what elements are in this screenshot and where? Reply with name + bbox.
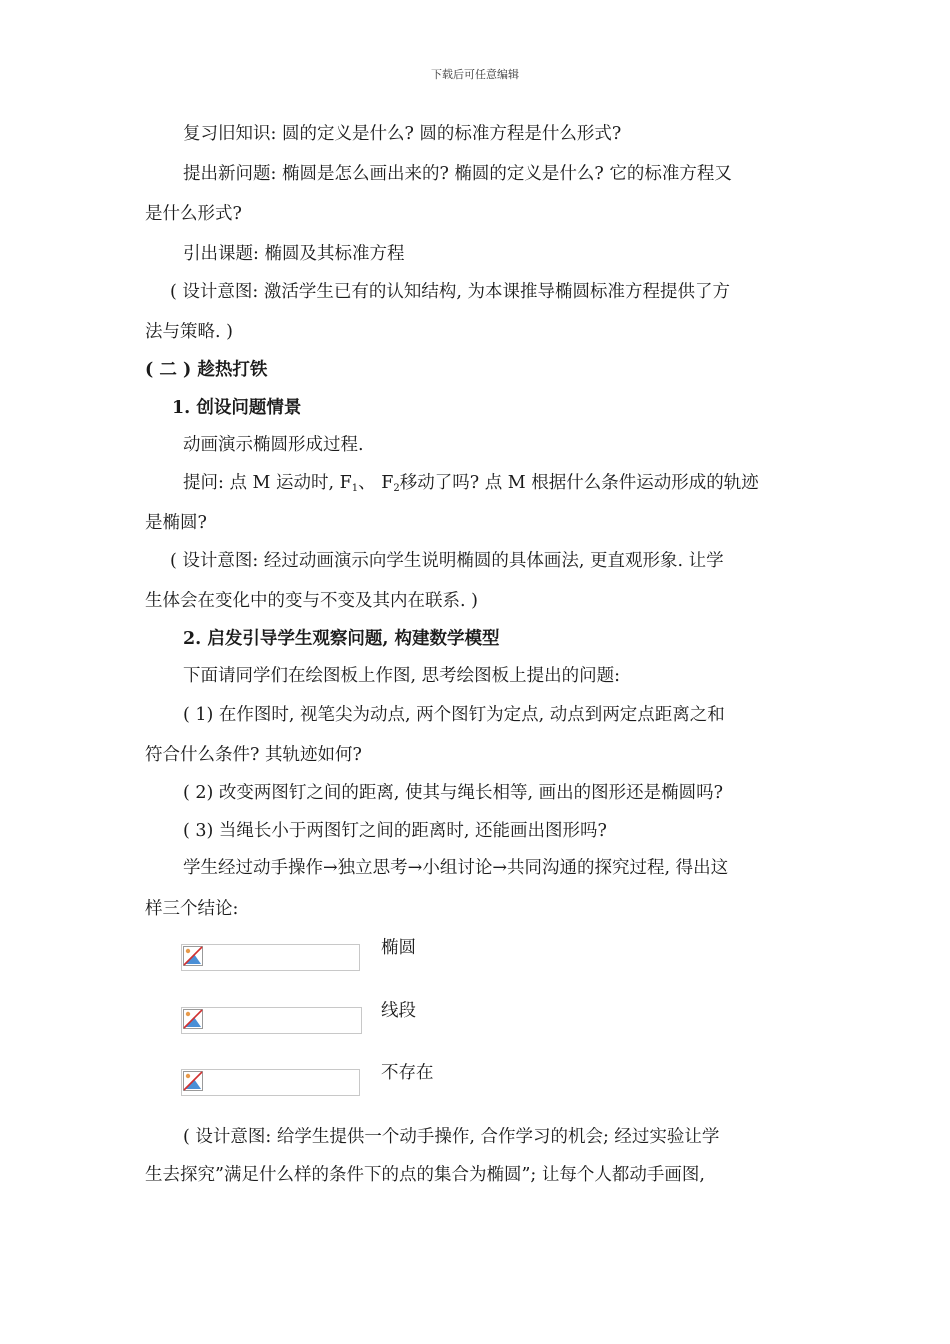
design-intent-2-line-2: 生体会在变化中的变与不变及其内在联系. ) [145,591,478,611]
design-intent-3-line-1: ( 设计意图: 给学生提供一个动手操作, 合作学习的机会; 经过实验让学 [183,1127,720,1147]
section-heading-2: ( 二 ) 趁热打铁 [145,360,268,380]
subscript-1: 1 [351,483,359,494]
conclusion-label-1: 椭圆 [381,938,416,958]
drawing-board-paragraph: 下面请同学们在绘图板上作图, 思考绘图板上提出的问题: [183,666,621,686]
new-question-line-1: 提出新问题: 椭圆是怎么画出来的? 椭圆的定义是什么? 它的标准方程又 [183,164,732,184]
review-paragraph: 复习旧知识: 圆的定义是什么? 圆的标准方程是什么形式? [183,124,622,144]
new-question-line-2: 是什么形式? [145,204,242,224]
question-3: ( 3) 当绳长小于两图钉之间的距离时, 还能画出图形吗? [183,821,607,841]
question-line-2: 是椭圆? [145,513,207,533]
conclusion-image-1 [181,944,360,971]
question-1-line-2: 符合什么条件? 其轨迹如何? [145,745,362,765]
design-intent-1-line-1: ( 设计意图: 激活学生已有的认知结构, 为本课推导椭圆标准方程提供了方 [170,282,730,302]
conclusion-image-3 [181,1069,360,1096]
question-text-c: 移动了吗? 点 M 根据什么条件运动形成的轨迹 [399,473,759,493]
broken-image-icon [183,1009,203,1029]
conclusion-image-2 [181,1007,362,1034]
animation-paragraph: 动画演示椭圆形成过程. [183,435,364,455]
broken-image-icon [183,946,203,966]
design-intent-3-line-2: 生去探究”满足什么样的条件下的点的集合为椭圆”; 让每个人都动手画图, [145,1165,705,1185]
broken-image-icon [183,1071,203,1091]
topic-paragraph: 引出课题: 椭圆及其标准方程 [183,244,405,264]
student-process-line-1: 学生经过动手操作→独立思考→小组讨论→共同沟通的探究过程, 得出这 [183,858,729,878]
question-text-b: 、 F [358,473,394,493]
page-header: 下载后可任意编辑 [431,68,519,81]
student-process-line-2: 样三个结论: [145,899,239,919]
subheading-1: 1. 创设问题情景 [172,398,302,418]
subscript-2: 2 [393,483,400,494]
question-line-1 [183,471,759,501]
conclusion-label-2: 线段 [381,1001,416,1021]
question-text-a: 提问: 点 M 运动时, F [183,473,352,493]
question-1-line-1: ( 1) 在作图时, 视笔尖为动点, 两个图钉为定点, 动点到两定点距离之和 [183,705,725,725]
question-2: ( 2) 改变两图钉之间的距离, 使其与绳长相等, 画出的图形还是椭圆吗? [183,783,724,803]
subheading-2: 2. 启发引导学生观察问题, 构建数学模型 [183,629,500,649]
design-intent-1-line-2: 法与策略. ) [145,322,233,342]
conclusion-label-3: 不存在 [381,1063,434,1083]
design-intent-2-line-1: ( 设计意图: 经过动画演示向学生说明椭圆的具体画法, 更直观形象. 让学 [170,551,724,571]
